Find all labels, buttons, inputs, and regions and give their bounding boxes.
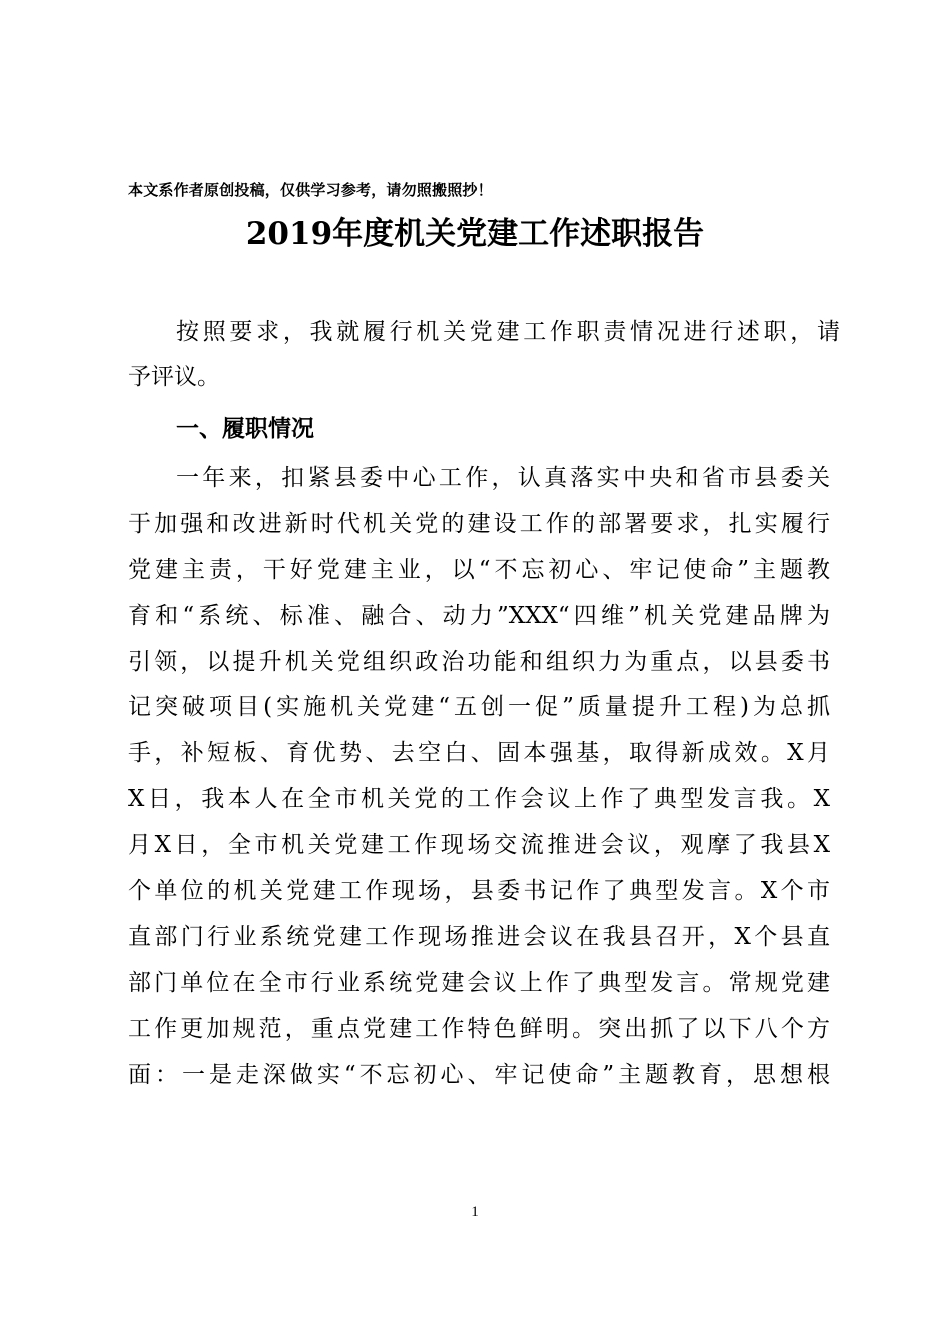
paragraph-line: 于加强和改进新时代机关党的建设工作的部署要求，扎实履行 [128,510,830,537]
page-number: 1 [471,1204,479,1220]
body-paragraph [128,456,830,1098]
paragraph-line: 手，补短板、育优势、去空白、固本强基，取得新成效。X月 [128,740,830,767]
paragraph-line: 记突破项目(实施机关党建“五创一促”质量提升工程)为总抓 [128,694,830,721]
section-heading: 一、履职情况 [176,416,314,442]
paragraph-line: X日，我本人在全市机关党的工作会议上作了典型发言我。X [128,786,830,813]
paragraph-line: 予评议。 [128,364,220,391]
intro-paragraph [128,310,840,400]
paragraph-line: 引领，以提升机关党组织政治功能和组织力为重点，以县委书 [128,648,830,675]
paragraph-line: 部门单位在全市行业系统党建会议上作了典型发言。常规党建 [128,969,830,996]
paragraph-line: 月X日，全市机关党建工作现场交流推进会议，观摩了我县X [128,832,830,859]
paragraph-line: 个单位的机关党建工作现场，县委书记作了典型发言。X个市 [128,878,830,905]
paragraph-line: 按照要求，我就履行机关党建工作职责情况进行述职，请 [176,319,840,345]
paragraph-line: 一年来，扣紧县委中心工作，认真落实中央和省市县委关 [176,465,830,491]
paragraph-line: 直部门行业系统党建工作现场推进会议在我县召开，X个县直 [128,923,830,950]
document-title: 2019年度机关党建工作述职报告 [245,216,705,252]
paragraph-line: 面：一是走深做实“不忘初心、牢记使命”主题教育，思想根 [128,1061,830,1088]
copyright-notice: 本文系作者原创投稿，仅供学习参考，请勿照搬照抄！ [128,181,493,199]
paragraph-line: 党建主责，干好党建主业，以“不忘初心、牢记使命”主题教 [128,556,830,583]
paragraph-line: 工作更加规范，重点党建工作特色鲜明。突出抓了以下八个方 [128,1015,830,1042]
paragraph-line: 育和“系统、标准、融合、动力”XXX“四维”机关党建品牌为 [128,602,830,629]
